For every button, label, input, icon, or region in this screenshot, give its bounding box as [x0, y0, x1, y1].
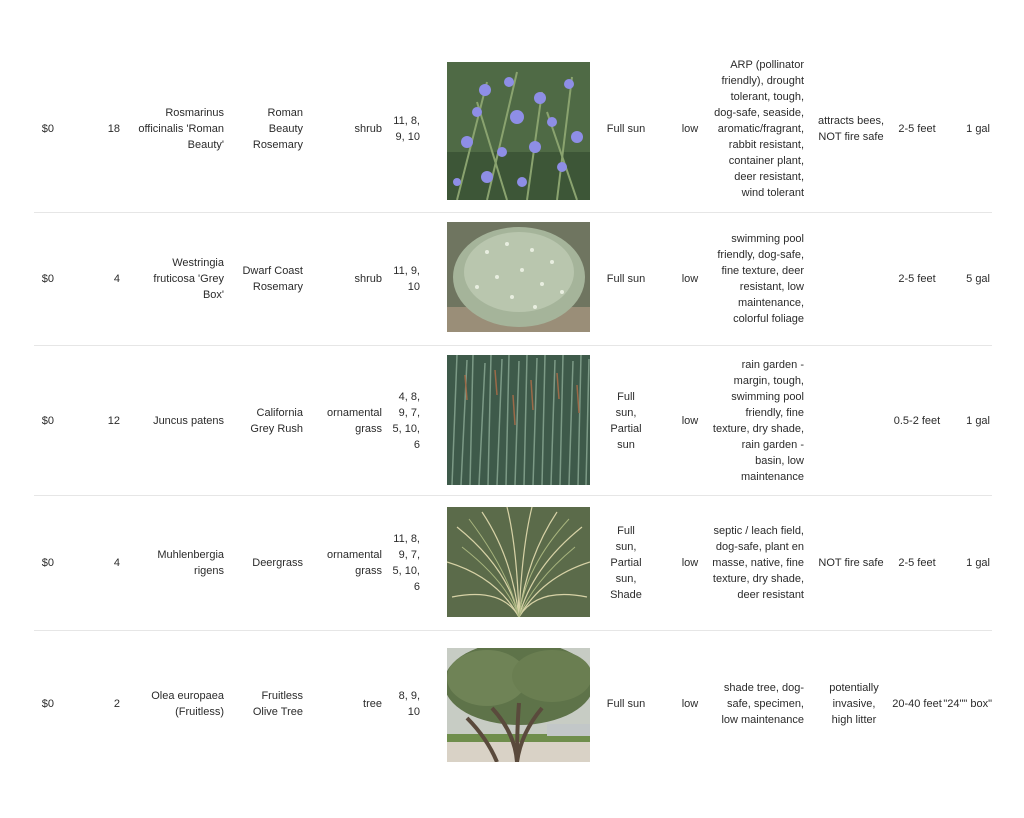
- botanical-name-cell: Juncus patens: [153, 414, 224, 427]
- mature-size-cell: 2-5 feet: [898, 557, 936, 569]
- sun-exposure-cell: Full sun: [606, 698, 646, 710]
- water-need-cell: low: [681, 273, 699, 285]
- price-cell: $0: [41, 414, 54, 427]
- notes-cell: [816, 213, 886, 345]
- plant-type-cell: tree: [363, 698, 382, 710]
- botanical-name-cell: Westringia fruticosa 'Grey Box': [153, 257, 224, 301]
- botanical-name-cell: Rosmarinus officinalis 'Roman Beauty': [138, 107, 224, 151]
- mature-size-cell: 2-5 feet: [898, 123, 936, 135]
- sun-exposure-cell: Full sun, Partial sun: [610, 390, 642, 451]
- price-cell: $0: [41, 698, 54, 710]
- zones-cell: 11, 9, 10: [393, 265, 420, 293]
- quantity-cell: 12: [107, 414, 120, 427]
- table-row: [34, 496, 992, 630]
- container-size-cell: "24"" box": [943, 698, 992, 710]
- common-name-cell: Roman Beauty Rosemary: [252, 107, 303, 151]
- grey-rush-image: [447, 355, 590, 485]
- table-row: [34, 346, 992, 495]
- attributes-cell: ARP (pollinator friendly), drought tolerant, tough, dog-safe, seaside, aromatic/fragrant, rabbit resistant, container plant, deer resistant, wind tolerant: [714, 59, 804, 199]
- common-name-cell: California Grey Rush: [250, 406, 303, 435]
- water-need-cell: low: [681, 123, 699, 135]
- mature-size-cell: 20-40 feet: [892, 698, 942, 710]
- price-cell: $0: [41, 123, 54, 135]
- zones-cell: 8, 9, 10: [398, 690, 420, 718]
- water-need-cell: low: [681, 698, 699, 710]
- price-cell: $0: [41, 557, 54, 569]
- zones-cell: 11, 8, 9, 7, 5, 10, 6: [392, 533, 420, 593]
- attributes-cell: swimming pool friendly, dog-safe, fine texture, deer resistant, low maintenance, colorful foliage: [717, 233, 804, 325]
- container-size-cell: 1 gal: [966, 414, 990, 427]
- notes-cell: NOT fire safe: [818, 557, 884, 569]
- notes-cell: potentially invasive, high litter: [829, 682, 879, 726]
- quantity-cell: 2: [113, 698, 120, 710]
- sun-exposure-cell: Full sun, Partial sun, Shade: [610, 525, 642, 601]
- attributes-cell: rain garden - margin, tough, swimming pool friendly, fine texture, dry shade, rain garden - basin, low maintenance: [712, 358, 804, 483]
- common-name-cell: Deergrass: [252, 557, 303, 569]
- zones-cell: 4, 8, 9, 7, 5, 10, 6: [392, 390, 420, 451]
- price-cell: $0: [41, 273, 54, 285]
- zones-cell: 11, 8, 9, 10: [393, 115, 420, 143]
- attributes-cell: septic / leach field, dog-safe, plant en masse, native, fine texture, dry shade, deer resistant: [712, 525, 804, 601]
- plant-type-cell: ornamental grass: [326, 549, 382, 577]
- mature-size-cell: 2-5 feet: [898, 273, 936, 285]
- table-row: [34, 55, 992, 203]
- quantity-cell: 18: [107, 123, 120, 135]
- plant-type-cell: shrub: [354, 273, 382, 285]
- mature-size-cell: 0.5-2 feet: [893, 414, 941, 427]
- plant-type-cell: ornamental grass: [326, 406, 382, 435]
- quantity-cell: 4: [113, 557, 120, 569]
- common-name-cell: Dwarf Coast Rosemary: [242, 265, 303, 293]
- container-size-cell: 5 gal: [966, 273, 990, 285]
- quantity-cell: 4: [113, 273, 120, 285]
- sun-exposure-cell: Full sun: [606, 123, 646, 135]
- botanical-name-cell: Muhlenbergia rigens: [157, 549, 224, 577]
- plant-type-cell: shrub: [354, 123, 382, 135]
- attributes-cell: shade tree, dog-safe, specimen, low maintenance: [721, 682, 804, 726]
- sun-exposure-cell: Full sun: [606, 273, 646, 285]
- deergrass-image: [447, 507, 590, 617]
- table-row: [34, 213, 992, 345]
- olive-tree-image: [447, 648, 590, 762]
- notes-cell: [816, 346, 886, 495]
- coast-rosemary-shrub-image: [447, 222, 590, 332]
- table-row: [34, 631, 992, 777]
- notes-cell: attracts bees, NOT fire safe: [817, 115, 885, 143]
- water-need-cell: low: [681, 557, 699, 569]
- botanical-name-cell: Olea europaea (Fruitless): [151, 690, 224, 718]
- rosemary-flowers-image: [447, 62, 590, 200]
- container-size-cell: 1 gal: [966, 557, 990, 569]
- common-name-cell: Fruitless Olive Tree: [252, 690, 303, 718]
- water-need-cell: low: [681, 414, 699, 427]
- container-size-cell: 1 gal: [966, 123, 990, 135]
